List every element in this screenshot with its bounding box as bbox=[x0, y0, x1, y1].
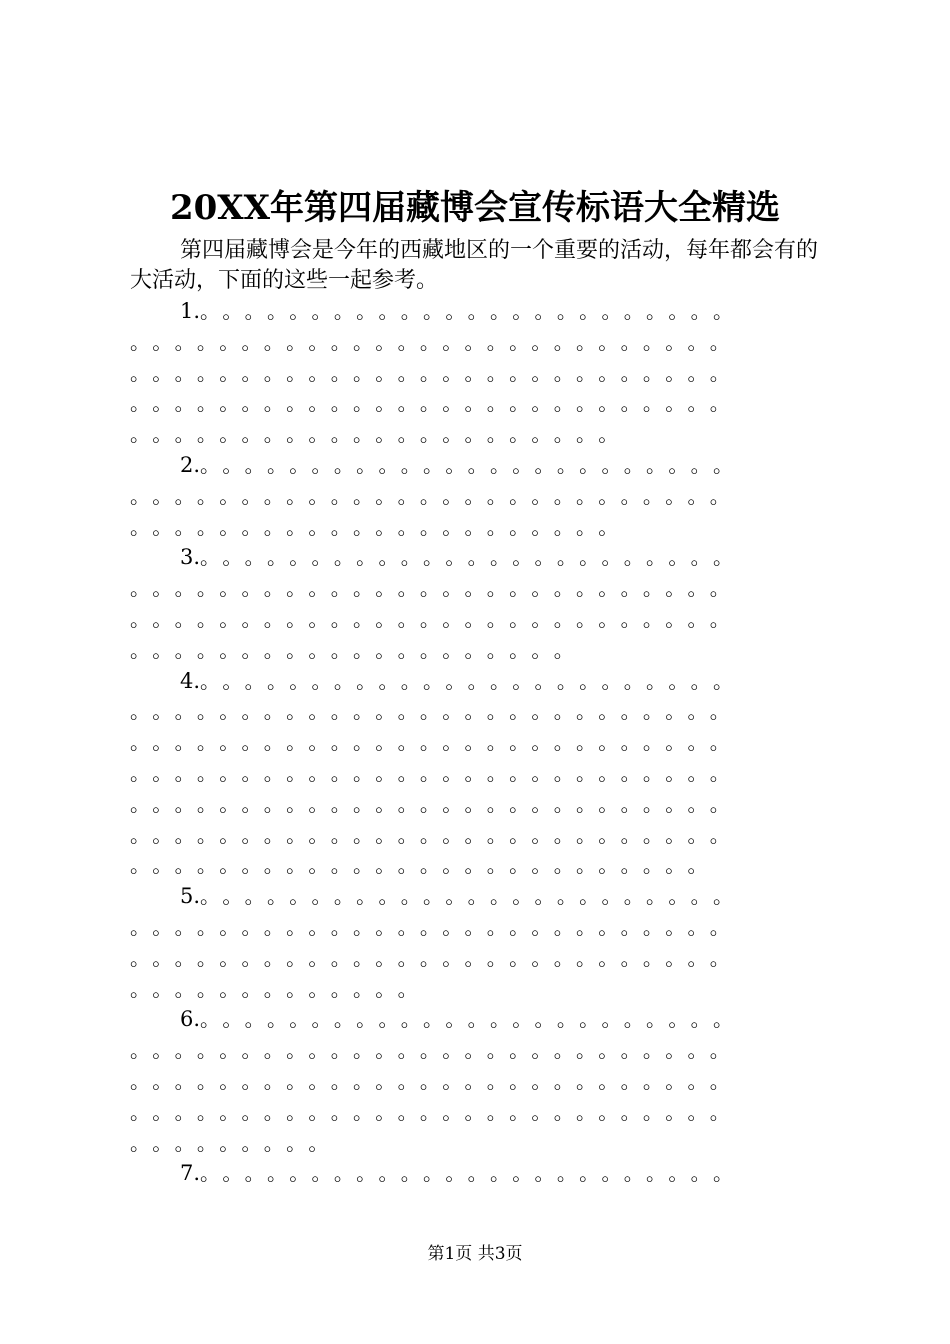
placeholder-dots: 。。。。。。。。。。。。。。。。。。。。。。。。。。。 bbox=[130, 791, 743, 816]
slogan-line bbox=[130, 850, 822, 881]
slogan-line bbox=[130, 358, 822, 389]
slogan-line bbox=[130, 974, 822, 1005]
document-title: 20XX年第四届藏博会宣传标语大全精选 bbox=[169, 188, 781, 228]
placeholder-dots: 。。。。。。。。。。。。。。。。。。。。。。。。 bbox=[200, 299, 746, 323]
placeholder-dots: 。。。。。。。。。。。。。。。。。。。。。。。。。。。 bbox=[130, 576, 743, 601]
slogan-line bbox=[130, 1158, 822, 1189]
placeholder-dots: 。。。。。。。。。。。。。。。。。。。。。。。。。。。 bbox=[130, 914, 743, 939]
slogan-line bbox=[130, 604, 822, 635]
placeholder-dots: 。。。。。。。。。。。。。。。。。。。。。。。。。。。 bbox=[130, 329, 743, 354]
slogan-line bbox=[130, 1097, 822, 1128]
slogan-line bbox=[130, 296, 822, 327]
document-body bbox=[130, 236, 822, 1189]
slogan-line bbox=[130, 881, 822, 912]
placeholder-dots: 。。。。。。。。。。。。。。。。。。。。 bbox=[130, 637, 586, 662]
slogan-line bbox=[130, 542, 822, 573]
item-number: 3. bbox=[180, 545, 201, 570]
placeholder-dots: 。。。。。。。。。。。。。。。。。。。。。。 bbox=[130, 514, 631, 539]
placeholder-dots: 。。。。。。。。。。。。。。。。。。。。。。。。 bbox=[200, 668, 746, 693]
placeholder-dots: 。。。。。。。。。。。。。 bbox=[130, 976, 430, 1001]
slogan-line bbox=[130, 727, 822, 758]
slogan-line bbox=[130, 696, 822, 727]
intro-paragraph: 第四届藏博会是今年的西藏地区的一个重要的活动，每年都会有的大活动，下面的这些一起参考。 bbox=[130, 238, 819, 293]
slogan-line bbox=[130, 512, 822, 543]
placeholder-dots: 。。。。。。。。。 bbox=[130, 1130, 341, 1155]
placeholder-dots: 。。。。。。。。。。。。。。。。。。。。。。。。。。。 bbox=[130, 730, 743, 755]
placeholder-dots: 。。。。。。。。。。。。。。。。。。。。。。。。 bbox=[200, 1161, 746, 1186]
item-number: 7. bbox=[180, 1161, 201, 1186]
placeholder-dots: 。。。。。。。。。。。。。。。。。。。。。。。。。。。 bbox=[130, 760, 743, 785]
placeholder-dots: 。。。。。。。。。。。。。。。。。。。。。。。。 bbox=[200, 1007, 746, 1032]
slogan-list bbox=[130, 296, 822, 1189]
item-number: 5. bbox=[180, 884, 201, 909]
slogan-line bbox=[130, 419, 822, 450]
slogan-line bbox=[130, 327, 822, 358]
slogan-line bbox=[130, 635, 822, 666]
placeholder-dots: 。。。。。。。。。。。。。。。。。。。。。。。。 bbox=[200, 545, 746, 570]
slogan-item bbox=[130, 1004, 822, 1158]
slogan-line bbox=[130, 666, 822, 697]
placeholder-dots: 。。。。。。。。。。。。。。。。。。。。。。 bbox=[130, 422, 631, 447]
slogan-line bbox=[130, 1035, 822, 1066]
placeholder-dots: 。。。。。。。。。。。。。。。。。。。。。。。。。。。 bbox=[130, 945, 743, 970]
placeholder-dots: 。。。。。。。。。。。。。。。。。。。。。。。。。。。 bbox=[130, 360, 743, 385]
placeholder-dots: 。。。。。。。。。。。。。。。。。。。。。。。。。。。 bbox=[130, 699, 743, 724]
slogan-item bbox=[130, 666, 822, 882]
page-footer: 第1页 共3页 bbox=[427, 1244, 523, 1264]
slogan-line bbox=[130, 481, 822, 512]
slogan-line bbox=[130, 943, 822, 974]
placeholder-dots: 。。。。。。。。。。。。。。。。。。。。。。。。。。。 bbox=[130, 606, 743, 631]
placeholder-dots: 。。。。。。。。。。。。。。。。。。。。。。。。。。。 bbox=[130, 391, 743, 416]
slogan-line bbox=[130, 820, 822, 851]
slogan-line bbox=[130, 450, 822, 481]
slogan-line bbox=[130, 1066, 822, 1097]
slogan-item bbox=[130, 881, 822, 1004]
slogan-item bbox=[130, 450, 822, 542]
item-number: 1. bbox=[180, 299, 201, 323]
slogan-line bbox=[130, 1128, 822, 1159]
placeholder-dots: 。。。。。。。。。。。。。。。。。。。。。。。。。。。 bbox=[130, 1038, 743, 1063]
slogan-item bbox=[130, 542, 822, 665]
placeholder-dots: 。。。。。。。。。。。。。。。。。。。。。。。。 bbox=[200, 884, 746, 909]
item-number: 6. bbox=[180, 1007, 201, 1032]
placeholder-dots: 。。。。。。。。。。。。。。。。。。。。。。。。 bbox=[200, 452, 746, 477]
slogan-item bbox=[130, 1158, 822, 1189]
slogan-line bbox=[130, 789, 822, 820]
slogan-line bbox=[130, 758, 822, 789]
placeholder-dots: 。。。。。。。。。。。。。。。。。。。。。。。。。。。 bbox=[130, 1099, 743, 1124]
slogan-line bbox=[130, 573, 822, 604]
item-number: 2. bbox=[180, 452, 201, 477]
slogan-line bbox=[130, 912, 822, 943]
slogan-line bbox=[130, 1004, 822, 1035]
slogan-item bbox=[130, 296, 822, 450]
placeholder-dots: 。。。。。。。。。。。。。。。。。。。。。。。。。。。 bbox=[130, 822, 743, 847]
placeholder-dots: 。。。。。。。。。。。。。。。。。。。。。。。。。。 bbox=[130, 853, 720, 878]
slogan-line bbox=[130, 388, 822, 419]
placeholder-dots: 。。。。。。。。。。。。。。。。。。。。。。。。。。。 bbox=[130, 483, 743, 508]
item-number: 4. bbox=[180, 668, 201, 693]
placeholder-dots: 。。。。。。。。。。。。。。。。。。。。。。。。。。。 bbox=[130, 1068, 743, 1093]
